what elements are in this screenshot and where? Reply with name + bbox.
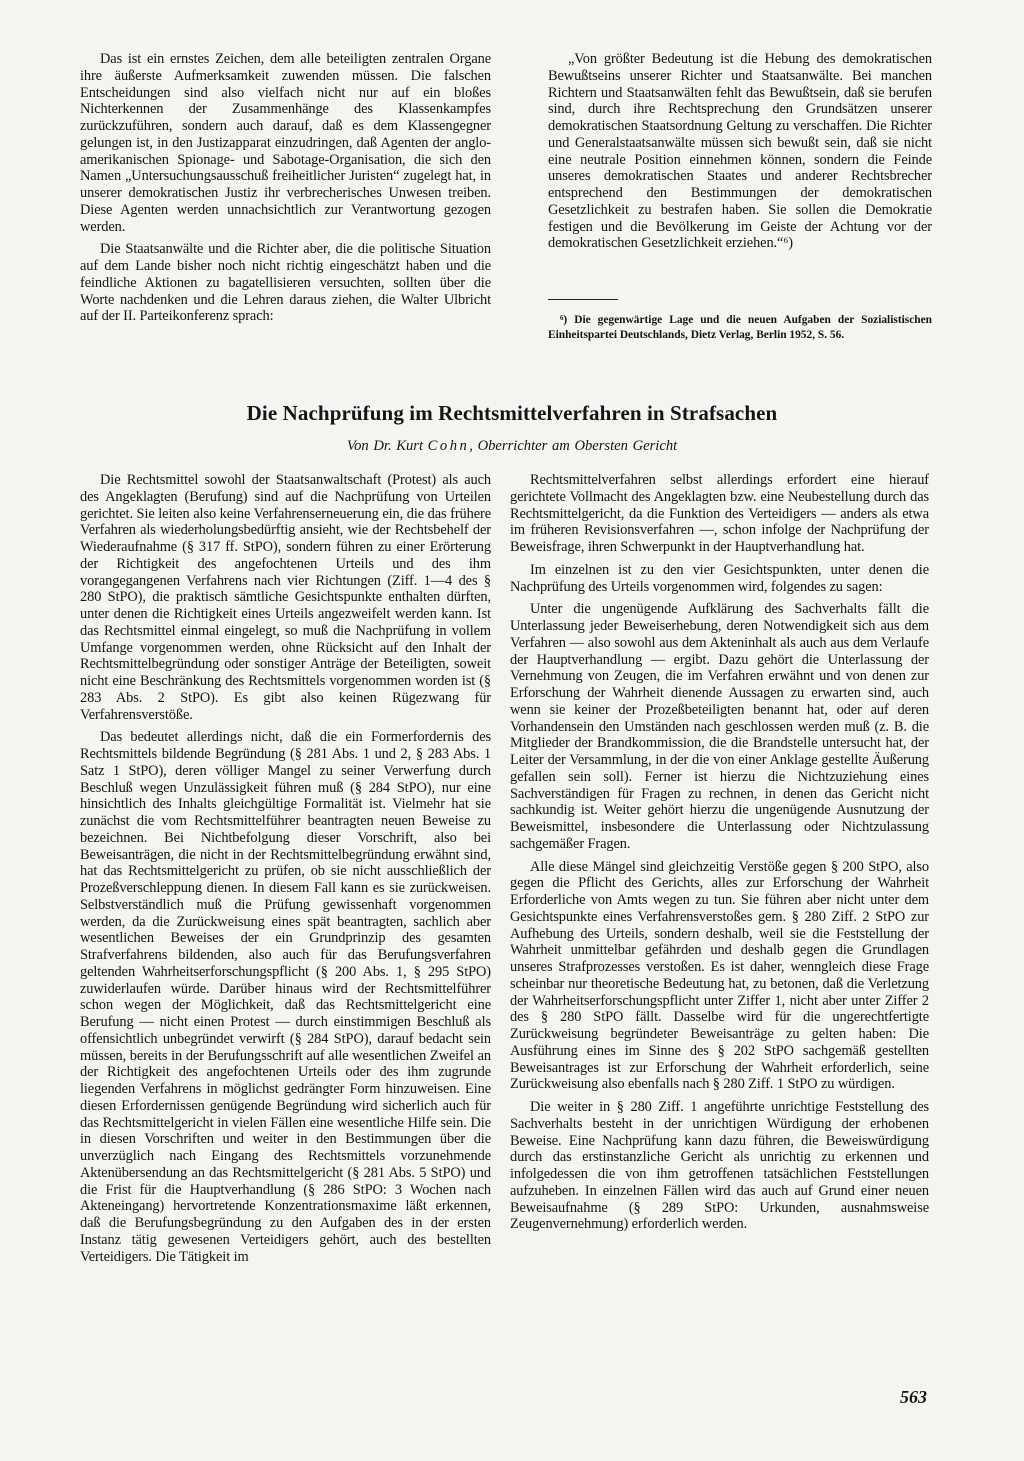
footnote: ⁶) Die gegenwärtige Lage und die neuen Aufgaben der Sozialistischen Einheitspartei Deutschlands, Dietz Verlag, Berlin 1952, S. 56. — [548, 314, 932, 341]
paragraph: Die weiter in § 280 Ziff. 1 angeführte unrichtige Feststellung des Sachverhalts besteht in der unrichtigen Würdigung der erhobenen Beweise. Eine Nachprüfung kann dazu führen, die Beweiswürdigung durch das erstinstanzliche Gericht als unrichtig zu erkennen und infolgedessen die von ihm getroffenen tatsächlichen Feststellungen aufzuheben. In einzelnen Fällen wird das auch auf Grund einer neuen Beweisaufnahme (§ 289 StPO: Urkunden, ausnahmsweise Zeugenvernehmung) erforderlich werden. — [510, 1099, 929, 1233]
paragraph: Das ist ein ernstes Zeichen, dem alle beteiligten zentralen Organe ihre äußerste Aufmerksamkeit zuwenden müssen. Die falschen Entscheidungen sind also vielfach nicht nur auf ein bloßes Nichterkennen der Zusammenhänge des Klassenkampfes zurückzuführen, sondern auch darauf, daß es dem Klassengegner gelungen ist, in den Justizapparat einzudringen, daß Agenten der anglo-amerikanischen Spionage- und Sabotage-Organisation, die sich den Namen „Untersuchungsausschuß freiheitlicher Juristen“ zugelegt hat, in unserer demokratischen Justiz ihr verbrecherisches Unwesen treiben. Diese Agenten werden unnachsichtlich zur Verantwortung gezogen werden. — [80, 51, 491, 235]
byline-suffix: , Oberrichter am Obersten Gericht — [469, 438, 678, 454]
paragraph: Rechtsmittelverfahren selbst allerdings erfordert eine hierauf gerichtete Vollmacht des Angeklagten bzw. eine Neubestellung durch das Rechtsmittelgericht, da die Funktion des Verteidigers — anders als etwa im früheren Revisionsverfahren —, schon infolge der Nachprüfung der Beweisfrage, ihren Schwerpunkt in der Hauptverhandlung hat. — [510, 472, 929, 555]
paragraph: Alle diese Mängel sind gleichzeitig Verstöße gegen § 200 StPO, also gegen die Pflicht des Gerichts, alles zur Erforschung der Wahrheit Erforderliche von Amts wegen zu tun. Sie führen aber nicht unter dem Gesichtspunkte eines Verfahrensverstoßes gem. § 280 Ziff. 2 StPO zur Aufhebung des Urteils, sondern deshalb, weil sie die Feststellung der Wahrheit unmittelbar gefährden und deshalb gegen die Grundlagen unseres Strafprozesses verstoßen. Es ist daher, wenngleich diese Frage scheinbar nur theoretische Bedeutung hat, zu betonen, daß die Verletzung der Wahrheitserforschungspflicht unter Ziffer 1, nicht aber unter Ziffer 2 des § 280 StPO fällt. Dasselbe wird für die ungerechtfertigte Zurückweisung begründeter Beweisanträge zu gelten haben: Die Ausführung eines im Sinne des § 202 StPO sachgemäß gestellten Beweisantrages ist zur Erforschung der Wahrheit erforderlich, seine Zurückweisung also ebenfalls nach § 280 Ziff. 1 StPO zu würdigen. — [510, 858, 929, 1093]
paragraph: Die Staatsanwälte und die Richter aber, die die politische Situation auf dem Lande bisher noch nicht richtig eingeschätzt haben und die feindliche Aktionen zu bagatellisieren versuchten, sollten über die Worte nachdenken und die Lehren daraus ziehen, die Walter Ulbricht auf der II. Parteikonferenz sprach: — [80, 241, 491, 325]
paragraph: Unter die ungenügende Aufklärung des Sachverhalts fällt die Unterlassung jeder Beweiserhebung, deren Notwendigkeit sich aus dem Verfahren — also sowohl aus dem Akteninhalt als auch aus dem Verlaufe der Hauptverhandlung — ergibt. Dazu gehört die Unterlassung der Vernehmung von Zeugen, die im Verfahren erwähnt und von denen zur Erforschung der Wahrheit dienende Aussagen zu erwarten sind, auch wenn sie keiner der Prozeßbeteiligten benannt hat, oder auf deren Vorhandensein den Umständen nach geschlossen werden muß (z. B. die Mitglieder der Brandkommission, die die Brandstelle untersucht hat, der Leiter der Versammlung, in der die von einer Anklage gestellte Äußerung gefallen sein soll). Ferner ist hierzu die Nichtzuziehung eines Sachverständigen für Fragen zu rechnen, in denen das Gericht nicht sachkundig ist. Weiter gehört hierzu die ungenügende Ausnutzung der Beweismittel, insbesondere die Unterlassung oder Nichtzulassung sachgemäßer Fragen. — [510, 601, 929, 852]
paragraph: Im einzelnen ist zu den vier Gesichtspunkten, unter denen die Nachprüfung des Urteils vorgenommen wird, folgendes zu sagen: — [510, 561, 929, 595]
article-byline — [0, 437, 1024, 455]
article-title: Die Nachprüfung im Rechtsmittelverfahren in Strafsachen — [246, 401, 778, 425]
byline-author-surname: Cohn — [427, 438, 470, 454]
quotation-paragraph: „Von größter Bedeutung ist die Hebung des demokratischen Bewußtseins unserer Richter und Staatsanwälte. Bei manchen Richtern und Staatsanwälten fehlt das Bewußtsein, daß sie berufen sind, durch ihre Rechtsprechung den Grundsätzen unserer demokratischen Staatsordnung Geltung zu verschaffen. Die Richter und Generalstaatsanwälte müssen sich bewußt sein, daß sie nicht eine neutrale Position einnehmen können, sondern die Feinde unseres demokratischen Staates und anderer Rechtsbrecher entsprechend den Bestimmungen der demokratischen Gesetzlichkeit zu bestrafen haben. Sie sollen die Demokratie festigen und die Bevölkerung im Geiste der Achtung vor der demokratischen Gesetzlichkeit erziehen.“⁶) — [548, 51, 932, 252]
quotation-column — [548, 51, 932, 258]
page-number: 563 — [900, 1387, 927, 1407]
paragraph: Das bedeutet allerdings nicht, daß die ein Formerfordernis des Rechtsmittels bildende Begründung (§ 281 Abs. 1 und 2, § 283 Abs. 1 Satz 1 StPO), deren völliger Mangel zu seiner Verwerfung durch Beschluß wegen Unzulässigkeit führen muß (§ 284 StPO), nur eine hinsichtlich des Inhalts gleichgültige Formalität ist. Vielmehr hat sie zunächst die vom Rechtsmittelführer beantragten neuen Beweise zu bezeichnen. Bei Nichtbefolgung dieser Vorschrift, also bei Beweisanträgen, die nicht in der Rechtsmittelbegründung erwähnt sind, hat das Rechtsmittelgericht zu prüfen, ob sie nicht ausschließlich der Prozeßverschleppung dienen. In diesem Fall kann es sie zurückweisen. Selbstverständlich muß die Prüfung gewissenhaft vorgenommen werden, da die Zurückweisung eines spät beantragten, sachlich aber wesentlichen Beweises der ein Grundprinzip des gesamten Strafverfahrens bildenden, also auch für das Berufungsverfahren geltenden Wahrheitserforschungspflicht (§ 200 Abs. 1, § 295 StPO) zuwiderlaufen würde. Darüber hinaus wird der Rechtsmittelführer schon wegen der Möglichkeit, daß das Rechtsmittelgericht eine Berufung — nicht einen Protest — durch einstimmigen Beschluß als offensichtlich unbegründet verwirft (§ 284 StPO), darauf bedacht sein müssen, bereits in der Berufungsschrift auf alle wesentlichen Zweifel an der Richtigkeit des angefochtenen Urteils oder des ihm zugrunde liegenden Verfahrens in möglichst gedrängter Form hinzuweisen. Eine diesen Erfordernissen genügende Begründung wird sicherlich auch für das Rechtsmittelgericht in vielen Fällen eine wesentliche Hilfe sein. Die in diesen Vorschriften und weiter in den Bestimmungen über die unverzüglich nach Eingang des Rechtsmittels vorzunehmende Aktenübersendung an das Rechtsmittelgericht (§ 281 Abs. 5 StPO) und die Frist für die Hauptverhandlung (§ 286 StPO: 3 Wochen nach Akteneingang) hervortretende Konzentrationsmaxime läßt erkennen, daß die Berufungsbegründung zu den Aufgaben des in der ersten Instanz tätig gewesenen Verteidigers gehört, auch des bestellten Verteidigers. Die Tätigkeit im — [80, 729, 491, 1265]
byline-prefix: Von Dr. Kurt — [346, 438, 428, 454]
top-left-column — [80, 51, 491, 331]
footnote-rule — [548, 299, 618, 300]
article-left-column — [80, 472, 491, 1271]
paragraph: Die Rechtsmittel sowohl der Staatsanwaltschaft (Protest) als auch des Angeklagten (Berufung) sind auf die Nachprüfung von Urteilen gerichtet. Sie leiten also keine Verfahrenserneuerung ein, die das frühere Verfahren als wiederholungsbedürftig ansieht, wie der Rechtsbehelf der Wiederaufnahme (§ 317 ff. StPO), sondern führen zu einer Erörterung der Richtigkeit des angefochtenen Urteils und des ihm vorangegangenen Verfahrens nach vier Richtungen (Ziff. 1—4 des § 280 StPO), die praktisch sämtliche Gesichtspunkte enthalten dürften, unter denen die Richtigkeit eines Urteils angezweifelt werden kann. Ist das Rechtsmittel einmal eingelegt, so muß die Nachprüfung in vollem Umfange vorgenommen werden, ohne Rücksicht auf den Inhalt der Rechtsmittelbegründung oder sonstiger Anträge der Beteiligten, soweit nicht eine Beschränkung des Rechtsmittels vorgenommen worden ist (§ 283 Abs. 2 StPO). Es gibt also keinen Rügezwang für Verfahrensverstöße. — [80, 472, 491, 723]
article-right-column — [510, 472, 929, 1239]
